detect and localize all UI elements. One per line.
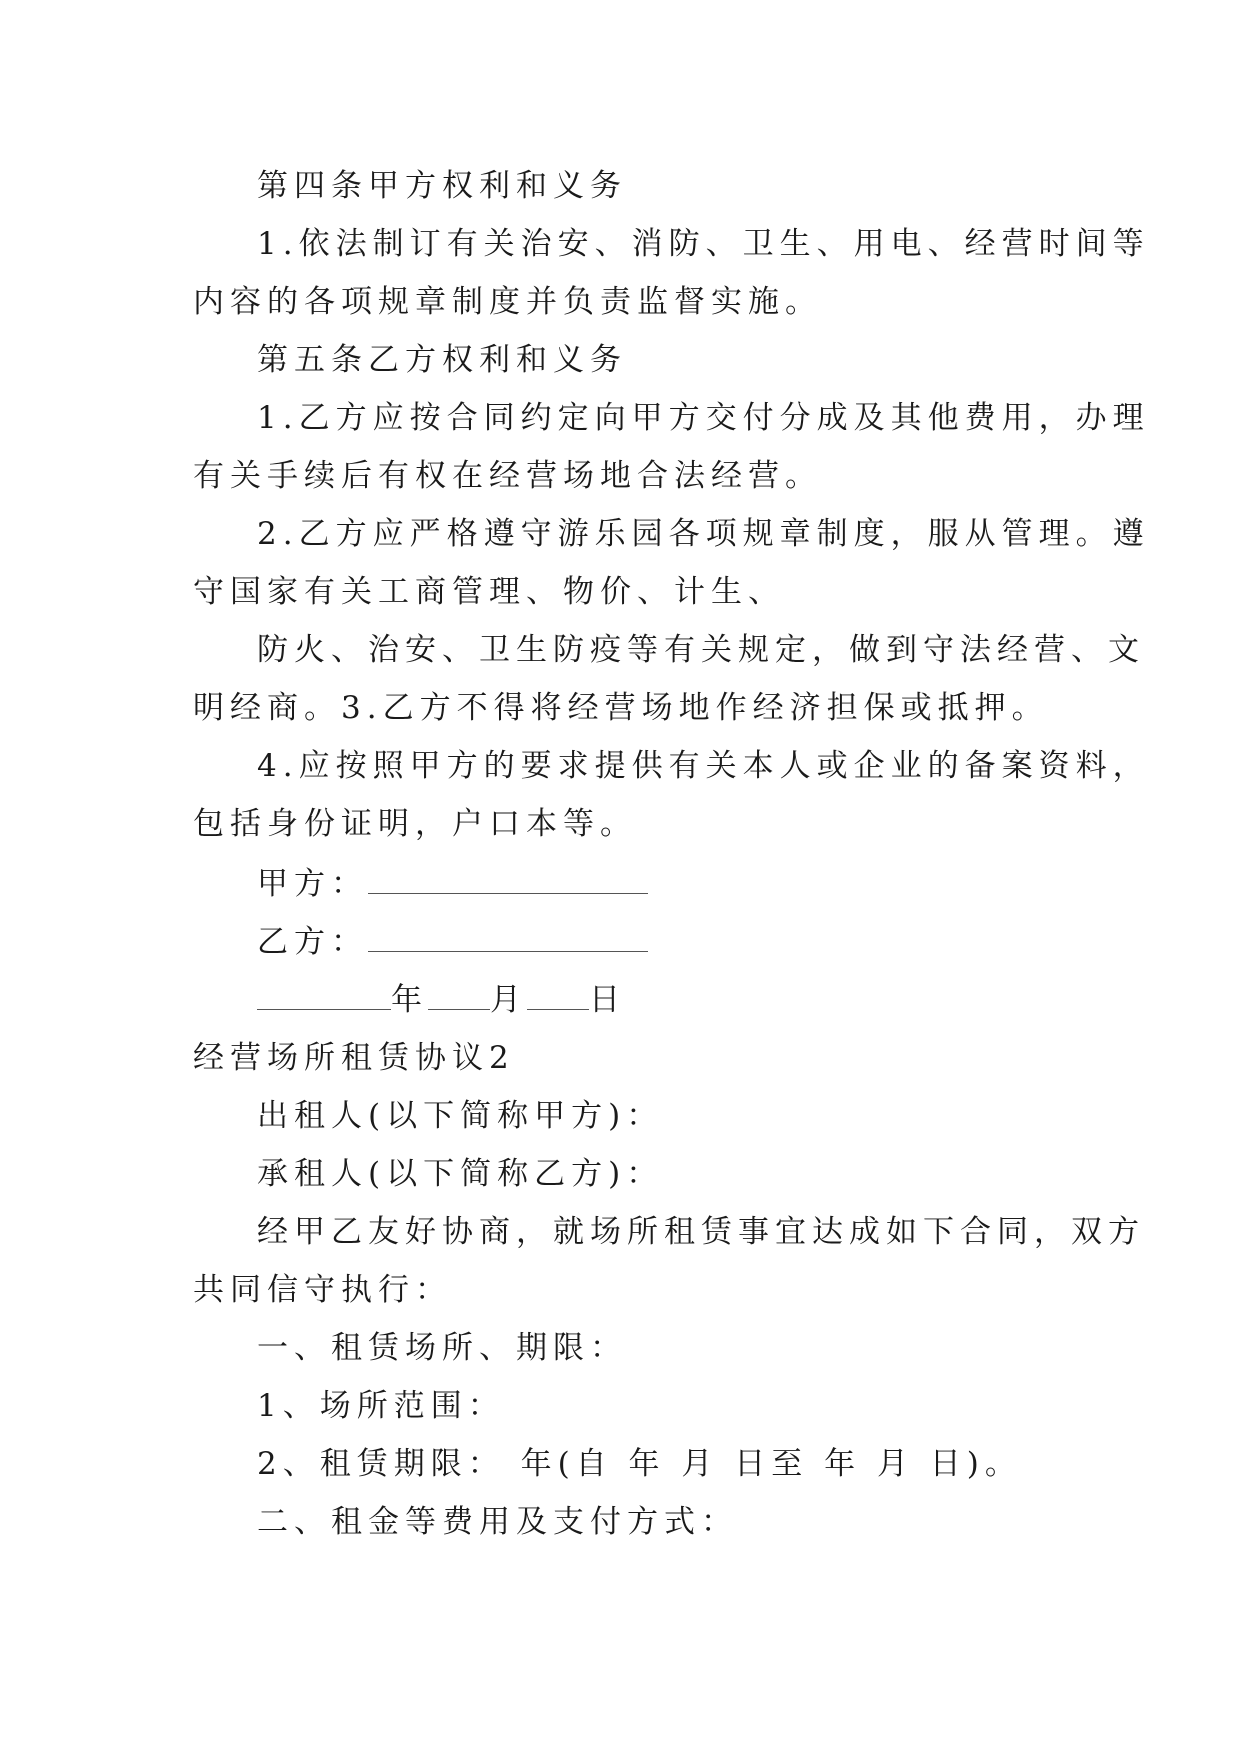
lessor-line: 出租人(以下简称甲方)： xyxy=(257,1098,664,1134)
date-line xyxy=(257,980,626,1020)
second-agreement-title: 经营场所租赁协议2 xyxy=(193,1040,515,1076)
party-a-signature-line xyxy=(257,864,648,904)
paragraph-line: 4.应按照甲方的要求提供有关本人或企业的备案资料， xyxy=(257,748,1150,784)
paragraph-line: 防火、治安、卫生防疫等有关规定，做到守法经营、文 xyxy=(257,632,1145,668)
paragraph-line: 2.乙方应严格遵守游乐园各项规章制度，服从管理。遵 xyxy=(257,516,1150,552)
paragraph-line: 经甲乙友好协商，就场所租赁事宜达成如下合同，双方 xyxy=(257,1214,1145,1250)
paragraph-line: 1、场所范围： xyxy=(257,1388,505,1424)
paragraph-line: 明经商。3.乙方不得将经营场地作经济担保或抵押。 xyxy=(193,690,1049,726)
party-b-signature-line xyxy=(257,922,648,962)
year-blank xyxy=(257,987,391,1010)
article-4-heading: 第四条甲方权利和义务 xyxy=(257,168,627,204)
paragraph-line: 1.依法制订有关治安、消防、卫生、用电、经营时间等 xyxy=(257,226,1150,262)
paragraph-line: 包括身份证明，户口本等。 xyxy=(193,806,637,842)
party-a-blank xyxy=(368,871,648,894)
party-b-blank xyxy=(368,929,648,952)
paragraph-line: 2、租赁期限： 年(自 年 月 日至 年 月 日)。 xyxy=(257,1446,1022,1482)
section-1-heading: 一、租赁场所、期限： xyxy=(257,1330,627,1366)
paragraph-line: 守国家有关工商管理、物价、计生、 xyxy=(193,574,785,610)
paragraph-line: 内容的各项规章制度并负责监督实施。 xyxy=(193,284,822,320)
lessee-line: 承租人(以下简称乙方)： xyxy=(257,1156,664,1192)
paragraph-line: 1.乙方应按合同约定向甲方交付分成及其他费用，办理 xyxy=(257,400,1150,436)
party-a-label: 甲方： xyxy=(257,866,368,902)
paragraph-line: 共同信守执行： xyxy=(193,1272,452,1308)
section-2-heading: 二、租金等费用及支付方式： xyxy=(257,1504,738,1540)
year-label: 年 xyxy=(391,982,428,1018)
month-blank xyxy=(428,987,490,1010)
month-label: 月 xyxy=(490,982,527,1018)
paragraph-line: 有关手续后有权在经营场地合法经营。 xyxy=(193,458,822,494)
article-5-heading: 第五条乙方权利和义务 xyxy=(257,342,627,378)
day-label: 日 xyxy=(589,982,626,1018)
day-blank xyxy=(527,987,589,1010)
party-b-label: 乙方： xyxy=(257,924,368,960)
